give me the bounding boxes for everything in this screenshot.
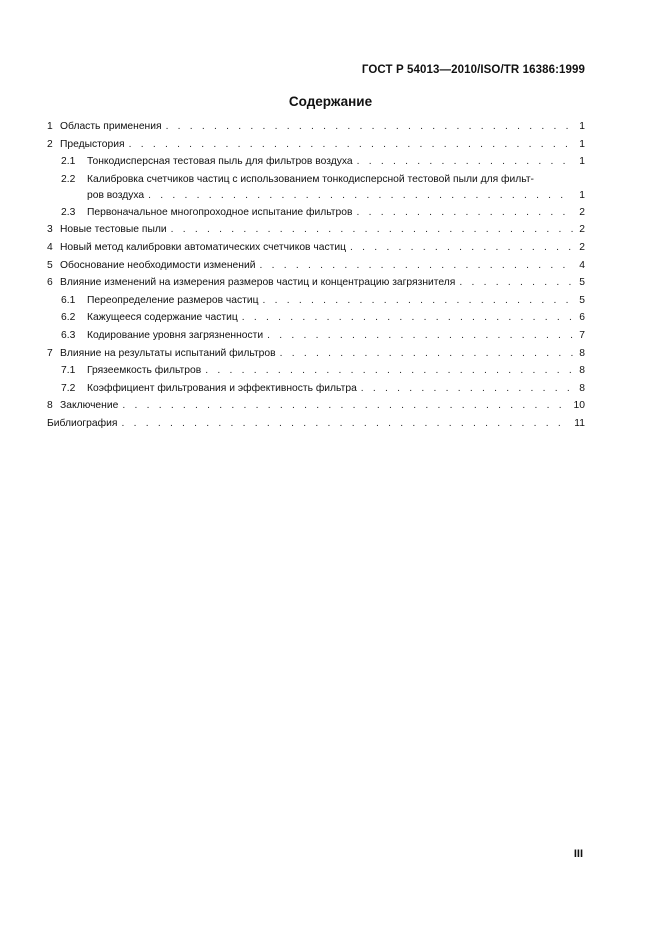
- toc-page: 5: [579, 294, 585, 306]
- toc-title: Калибровка счетчиков частиц с использованием тонкодисперсной тестовой пыли для фильт-: [87, 173, 534, 185]
- toc-number: 7.2: [61, 382, 76, 394]
- toc-entry-6-3[interactable]: [47, 329, 585, 347]
- toc-number: 2.3: [61, 206, 76, 218]
- toc-entry-2[interactable]: [47, 138, 585, 156]
- toc-number: 4: [47, 241, 53, 253]
- toc-number: 3: [47, 224, 53, 236]
- toc-page: 8: [579, 382, 585, 394]
- toc-number: 6.1: [61, 294, 76, 306]
- toc-entry-5[interactable]: [47, 259, 585, 277]
- leader-dots: [263, 294, 573, 307]
- table-of-contents: [47, 120, 585, 435]
- toc-page: 6: [579, 312, 585, 324]
- toc-title: Область применения: [60, 121, 162, 132]
- toc-entry-7-2[interactable]: [47, 382, 585, 400]
- toc-title: Тонкодисперсная тестовая пыль для фильтров воздуха: [87, 156, 353, 168]
- toc-entry-8[interactable]: [47, 399, 585, 417]
- toc-number: 2.2: [61, 173, 76, 185]
- toc-page: 11: [574, 417, 585, 429]
- toc-entry-2-2[interactable]: [47, 173, 585, 189]
- toc-entry-1[interactable]: [47, 120, 585, 138]
- toc-title: Кодирование уровня загрязненности: [87, 329, 264, 341]
- leader-dots: [129, 138, 573, 151]
- toc-entry-7-1[interactable]: [47, 364, 585, 382]
- toc-title: Новые тестовые пыли: [60, 224, 167, 236]
- leader-dots: [121, 417, 570, 430]
- page-number: III: [573, 848, 583, 860]
- toc-number: 1: [47, 121, 53, 132]
- toc-entry-bibliography[interactable]: [47, 417, 585, 435]
- toc-entry-2-3[interactable]: [47, 206, 585, 224]
- toc-page: 4: [579, 259, 585, 271]
- toc-number: 6.3: [61, 329, 76, 341]
- toc-number: 2: [47, 138, 53, 150]
- toc-title: Заключение: [60, 400, 119, 412]
- toc-page: 10: [573, 400, 585, 412]
- leader-dots: [350, 241, 573, 254]
- toc-title: Новый метод калибровки автоматических счетчиков частиц: [60, 241, 346, 253]
- leader-dots: [267, 329, 573, 342]
- toc-number: 6.2: [61, 312, 76, 324]
- toc-page: 7: [579, 329, 585, 341]
- toc-title: Предыстория: [60, 138, 125, 150]
- leader-dots: [122, 399, 569, 412]
- toc-title: Влияние изменений на измерения размеров частиц и концентрацию загрязнителя: [60, 277, 456, 289]
- toc-entry-6-1[interactable]: [47, 294, 585, 312]
- toc-page: 1: [579, 138, 585, 150]
- leader-dots: [171, 223, 573, 236]
- toc-page: 8: [579, 365, 585, 377]
- toc-number: 7.1: [61, 365, 76, 377]
- toc-page: 1: [579, 121, 585, 132]
- toc-number: 6: [47, 277, 53, 289]
- toc-page: 1: [579, 156, 585, 168]
- toc-title: Переопределение размеров частиц: [87, 294, 259, 306]
- leader-dots: [280, 347, 573, 360]
- toc-title: Кажущееся содержание частиц: [87, 312, 238, 324]
- toc-page: 1: [579, 189, 585, 201]
- toc-title: Первоначальное многопроходное испытание фильтров: [87, 206, 353, 218]
- toc-entry-6[interactable]: [47, 276, 585, 294]
- toc-title: Библиография: [47, 417, 118, 429]
- toc-title: Влияние на результаты испытаний фильтров: [60, 347, 276, 359]
- leader-dots: [148, 189, 573, 202]
- leader-dots: [166, 120, 573, 133]
- leader-dots: [259, 259, 573, 272]
- toc-number: 2.1: [61, 156, 76, 168]
- leader-dots: [205, 364, 573, 377]
- toc-number: 8: [47, 400, 53, 412]
- leader-dots: [361, 382, 573, 395]
- toc-entry-6-2[interactable]: [47, 311, 585, 329]
- toc-page: 2: [579, 224, 585, 236]
- toc-entry-2-1[interactable]: [47, 155, 585, 173]
- toc-page: 5: [579, 277, 585, 289]
- toc-page: 2: [579, 241, 585, 253]
- toc-title: Грязеемкость фильтров: [87, 365, 202, 377]
- toc-entry-2-2-continuation[interactable]: [47, 189, 585, 206]
- toc-title-continuation: ров воздуха: [87, 189, 145, 201]
- page-title: Содержание: [288, 94, 373, 109]
- toc-number: 5: [47, 259, 53, 271]
- leader-dots: [357, 155, 573, 168]
- toc-page: 2: [579, 206, 585, 218]
- toc-title: Коэффициент фильтрования и эффективность фильтра: [87, 382, 357, 394]
- leader-dots: [242, 311, 573, 324]
- toc-entry-4[interactable]: [47, 241, 585, 259]
- toc-entry-3[interactable]: [47, 223, 585, 241]
- toc-page: 8: [579, 347, 585, 359]
- leader-dots: [356, 206, 573, 219]
- document-designation: ГОСТ Р 54013—2010/ISO/TR 16386:1999: [361, 64, 585, 76]
- toc-entry-7[interactable]: [47, 347, 585, 365]
- toc-title: Обоснование необходимости изменений: [60, 259, 256, 271]
- toc-number: 7: [47, 347, 53, 359]
- leader-dots: [459, 276, 573, 289]
